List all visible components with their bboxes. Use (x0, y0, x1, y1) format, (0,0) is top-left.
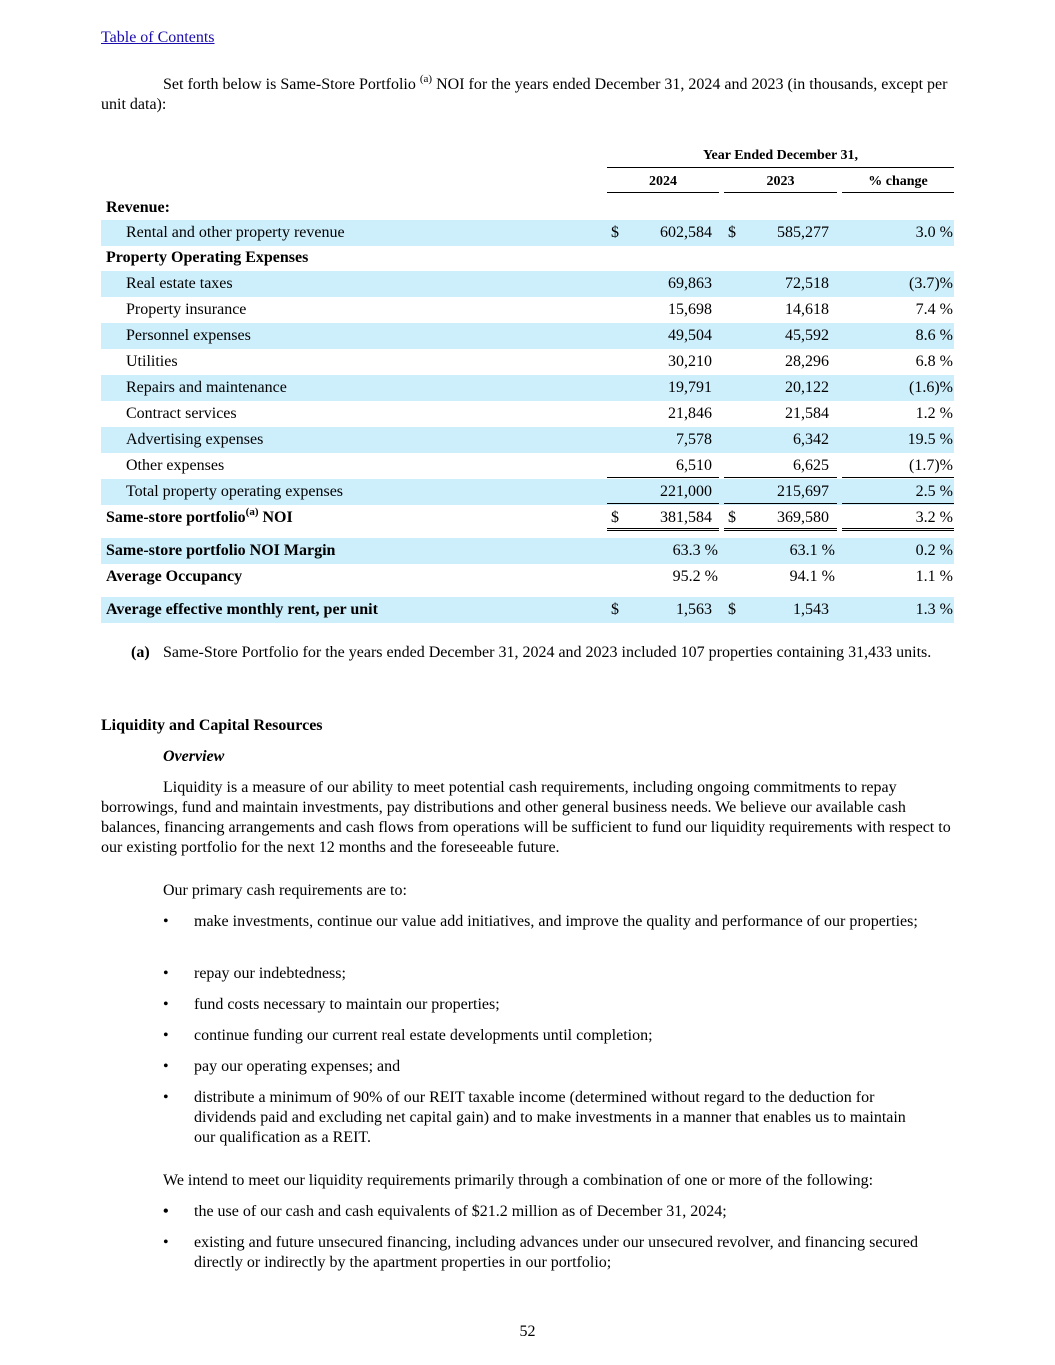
row-label (106, 505, 293, 528)
value-2024: 69,863 (668, 275, 712, 292)
row-label: Property insurance (126, 301, 247, 318)
row-label: Advertising expenses (126, 431, 264, 448)
footnote-text: Same-Store Portfolio for the years ended December 31, 2024 and 2023 included 107 properties containing 31,433 units. (163, 644, 932, 661)
footnote-ref: (a) (419, 72, 433, 85)
dollar-sign: $ (728, 509, 736, 526)
pct-change: 1.2 % (915, 405, 953, 422)
value-2024: 7,578 (676, 431, 712, 448)
bullet: • (163, 1203, 169, 1220)
bullet: • (163, 1027, 169, 1044)
table-row (101, 375, 954, 401)
list-item (163, 1026, 923, 1046)
value-2023: 72,518 (785, 275, 829, 292)
pct-change: 1.3 % (915, 601, 953, 618)
subheading-overview: Overview (163, 748, 225, 765)
list-item-text: fund costs necessary to maintain our properties; (194, 996, 500, 1013)
value-2023: 1,543 (793, 601, 829, 618)
value-2023: 94.1 % (789, 568, 835, 585)
value-2023: 6,625 (793, 457, 829, 474)
value-2024: 15,698 (668, 301, 712, 318)
value-2023: 14,618 (785, 301, 829, 318)
list-item (163, 1088, 923, 1148)
row-label: Repairs and maintenance (126, 379, 287, 396)
list-item-text: repay our indebtedness; (194, 965, 346, 982)
pct-change: 6.8 % (915, 353, 953, 370)
liquidity-paragraph (101, 778, 954, 858)
table-row (101, 195, 954, 221)
value-2024: 221,000 (660, 483, 712, 500)
row-label: Revenue: (106, 199, 170, 216)
row-label: Average Occupancy (106, 568, 243, 585)
footnote-mark: (a) (131, 644, 150, 661)
value-2024: 95.2 % (672, 568, 718, 585)
row-label: Other expenses (126, 457, 225, 474)
value-2023: 585,277 (777, 224, 829, 241)
table-row (101, 401, 954, 427)
row-label: Property Operating Expenses (106, 249, 309, 266)
list-item (163, 1202, 923, 1222)
footnote (131, 643, 953, 663)
sources-intro: We intend to meet our liquidity requirements primarily through a combination of one or more of the following: (163, 1172, 874, 1189)
liquidity-paragraph-text: Liquidity is a measure of our ability to meet potential cash requirements, including ongoing commitments to repay borrowings, fund and maintain investments, pay distributions and other general business needs. We believe our available cash balances, financing arrangements and cash flows from operations will be sufficient to fund our liquidity requirements with respect to our existing portfolio for the next 12 months and the foreseeable future. (101, 779, 951, 856)
col-2023: 2023 (724, 172, 837, 193)
value-2024: 602,584 (660, 224, 712, 241)
value-2023: 63.1 % (789, 542, 835, 559)
list-item-text: pay our operating expenses; and (194, 1058, 401, 1075)
pct-change: 3.0 % (915, 224, 953, 241)
row-label: Same-store portfolio NOI Margin (106, 542, 336, 559)
intro-text-rest: NOI for the years ended December 31, 2024 and 2023 (in thousands, except per unit data): (101, 76, 948, 113)
list-item (163, 1057, 923, 1077)
list-item-text: existing and future unsecured financing, including advances under our unsecured revolver, and financing secured directly or indirectly by the apartment properties in our portfolio; (194, 1234, 918, 1271)
col-pct-change: % change (842, 172, 954, 193)
pct-change: (3.7)% (909, 275, 953, 292)
bullet: • (163, 913, 169, 930)
value-2024: 21,846 (668, 405, 712, 422)
pct-change: 8.6 % (915, 327, 953, 344)
value-2023: 369,580 (777, 509, 829, 526)
bullet: • (163, 1089, 169, 1106)
value-2024: 19,791 (668, 379, 712, 396)
row-label-text: Same-store portfolio (106, 509, 246, 526)
table-row (101, 271, 954, 297)
row-label: Utilities (126, 353, 178, 370)
pct-change: (1.6)% (909, 379, 953, 396)
row-label: Personnel expenses (126, 327, 251, 344)
table-row (101, 297, 954, 323)
table-row (101, 349, 954, 375)
intro-text: Set forth below is Same-Store Portfolio (163, 76, 420, 93)
pct-change: 2.5 % (915, 483, 953, 500)
table-row (101, 453, 954, 479)
bullet: • (163, 1058, 169, 1075)
table-row (101, 505, 954, 531)
bullet: • (163, 996, 169, 1013)
list-item-text: continue funding our current real estate developments until completion; (194, 1027, 653, 1044)
dollar-sign: $ (728, 601, 736, 618)
list-item (163, 964, 923, 984)
list-item-text: distribute a minimum of 90% of our REIT taxable income (determined without regard to the deduction for dividends paid and excluding net capital gain) and to make investments in a manner that enables us to maintain our qualification as a REIT. (194, 1089, 906, 1146)
value-2024: 6,510 (676, 457, 712, 474)
value-2023: 28,296 (785, 353, 829, 370)
requirements-intro: Our primary cash requirements are to: (163, 882, 407, 899)
table-of-contents-link[interactable]: Table of Contents (101, 29, 215, 46)
dollar-sign: $ (611, 509, 619, 526)
pct-change: (1.7)% (909, 457, 953, 474)
intro-paragraph (101, 72, 954, 115)
table-row (101, 597, 954, 623)
value-2024: 1,563 (676, 601, 712, 618)
table-row (101, 220, 954, 246)
value-2024: 30,210 (668, 353, 712, 370)
row-label: Rental and other property revenue (126, 224, 345, 241)
list-item (163, 995, 923, 1015)
table-row (101, 427, 954, 453)
value-2023: 21,584 (785, 405, 829, 422)
pct-change: 7.4 % (915, 301, 953, 318)
row-label: Real estate taxes (126, 275, 233, 292)
value-2023: 6,342 (793, 431, 829, 448)
footnote-ref: (a) (245, 505, 259, 518)
value-2024: 49,504 (668, 327, 712, 344)
table-row (101, 323, 954, 349)
row-label-suffix: NOI (258, 509, 293, 526)
header-year-ended: Year Ended December 31, (607, 145, 954, 168)
table-row (101, 564, 954, 590)
row-label: Contract services (126, 405, 237, 422)
table-row (101, 479, 954, 505)
col-2024: 2024 (607, 172, 719, 193)
value-2023: 20,122 (785, 379, 829, 396)
list-item-text: the use of our cash and cash equivalents of $21.2 million as of December 31, 2024; (194, 1203, 727, 1220)
pct-change: 3.2 % (915, 509, 953, 526)
row-label: Total property operating expenses (126, 483, 344, 500)
bullet: • (163, 1234, 169, 1251)
pct-change: 0.2 % (915, 542, 953, 559)
pct-change: 1.1 % (915, 568, 953, 585)
dollar-sign: $ (611, 601, 619, 618)
row-label: Average effective monthly rent, per unit (106, 601, 378, 618)
page-number: 52 (519, 1323, 536, 1340)
pct-change: 19.5 % (907, 431, 953, 448)
table-row (101, 245, 954, 271)
list-item-text: make investments, continue our value add initiatives, and improve the quality and performance of our properties; (194, 913, 918, 930)
list-item (163, 1233, 923, 1273)
dollar-sign: $ (611, 224, 619, 241)
value-2023: 45,592 (785, 327, 829, 344)
dollar-sign: $ (728, 224, 736, 241)
value-2023: 215,697 (777, 483, 829, 500)
bullet: • (163, 965, 169, 982)
value-2024: 381,584 (660, 509, 712, 526)
value-2024: 63.3 % (672, 542, 718, 559)
section-heading: Liquidity and Capital Resources (101, 717, 323, 734)
list-item (163, 912, 923, 932)
table-row (101, 538, 954, 564)
